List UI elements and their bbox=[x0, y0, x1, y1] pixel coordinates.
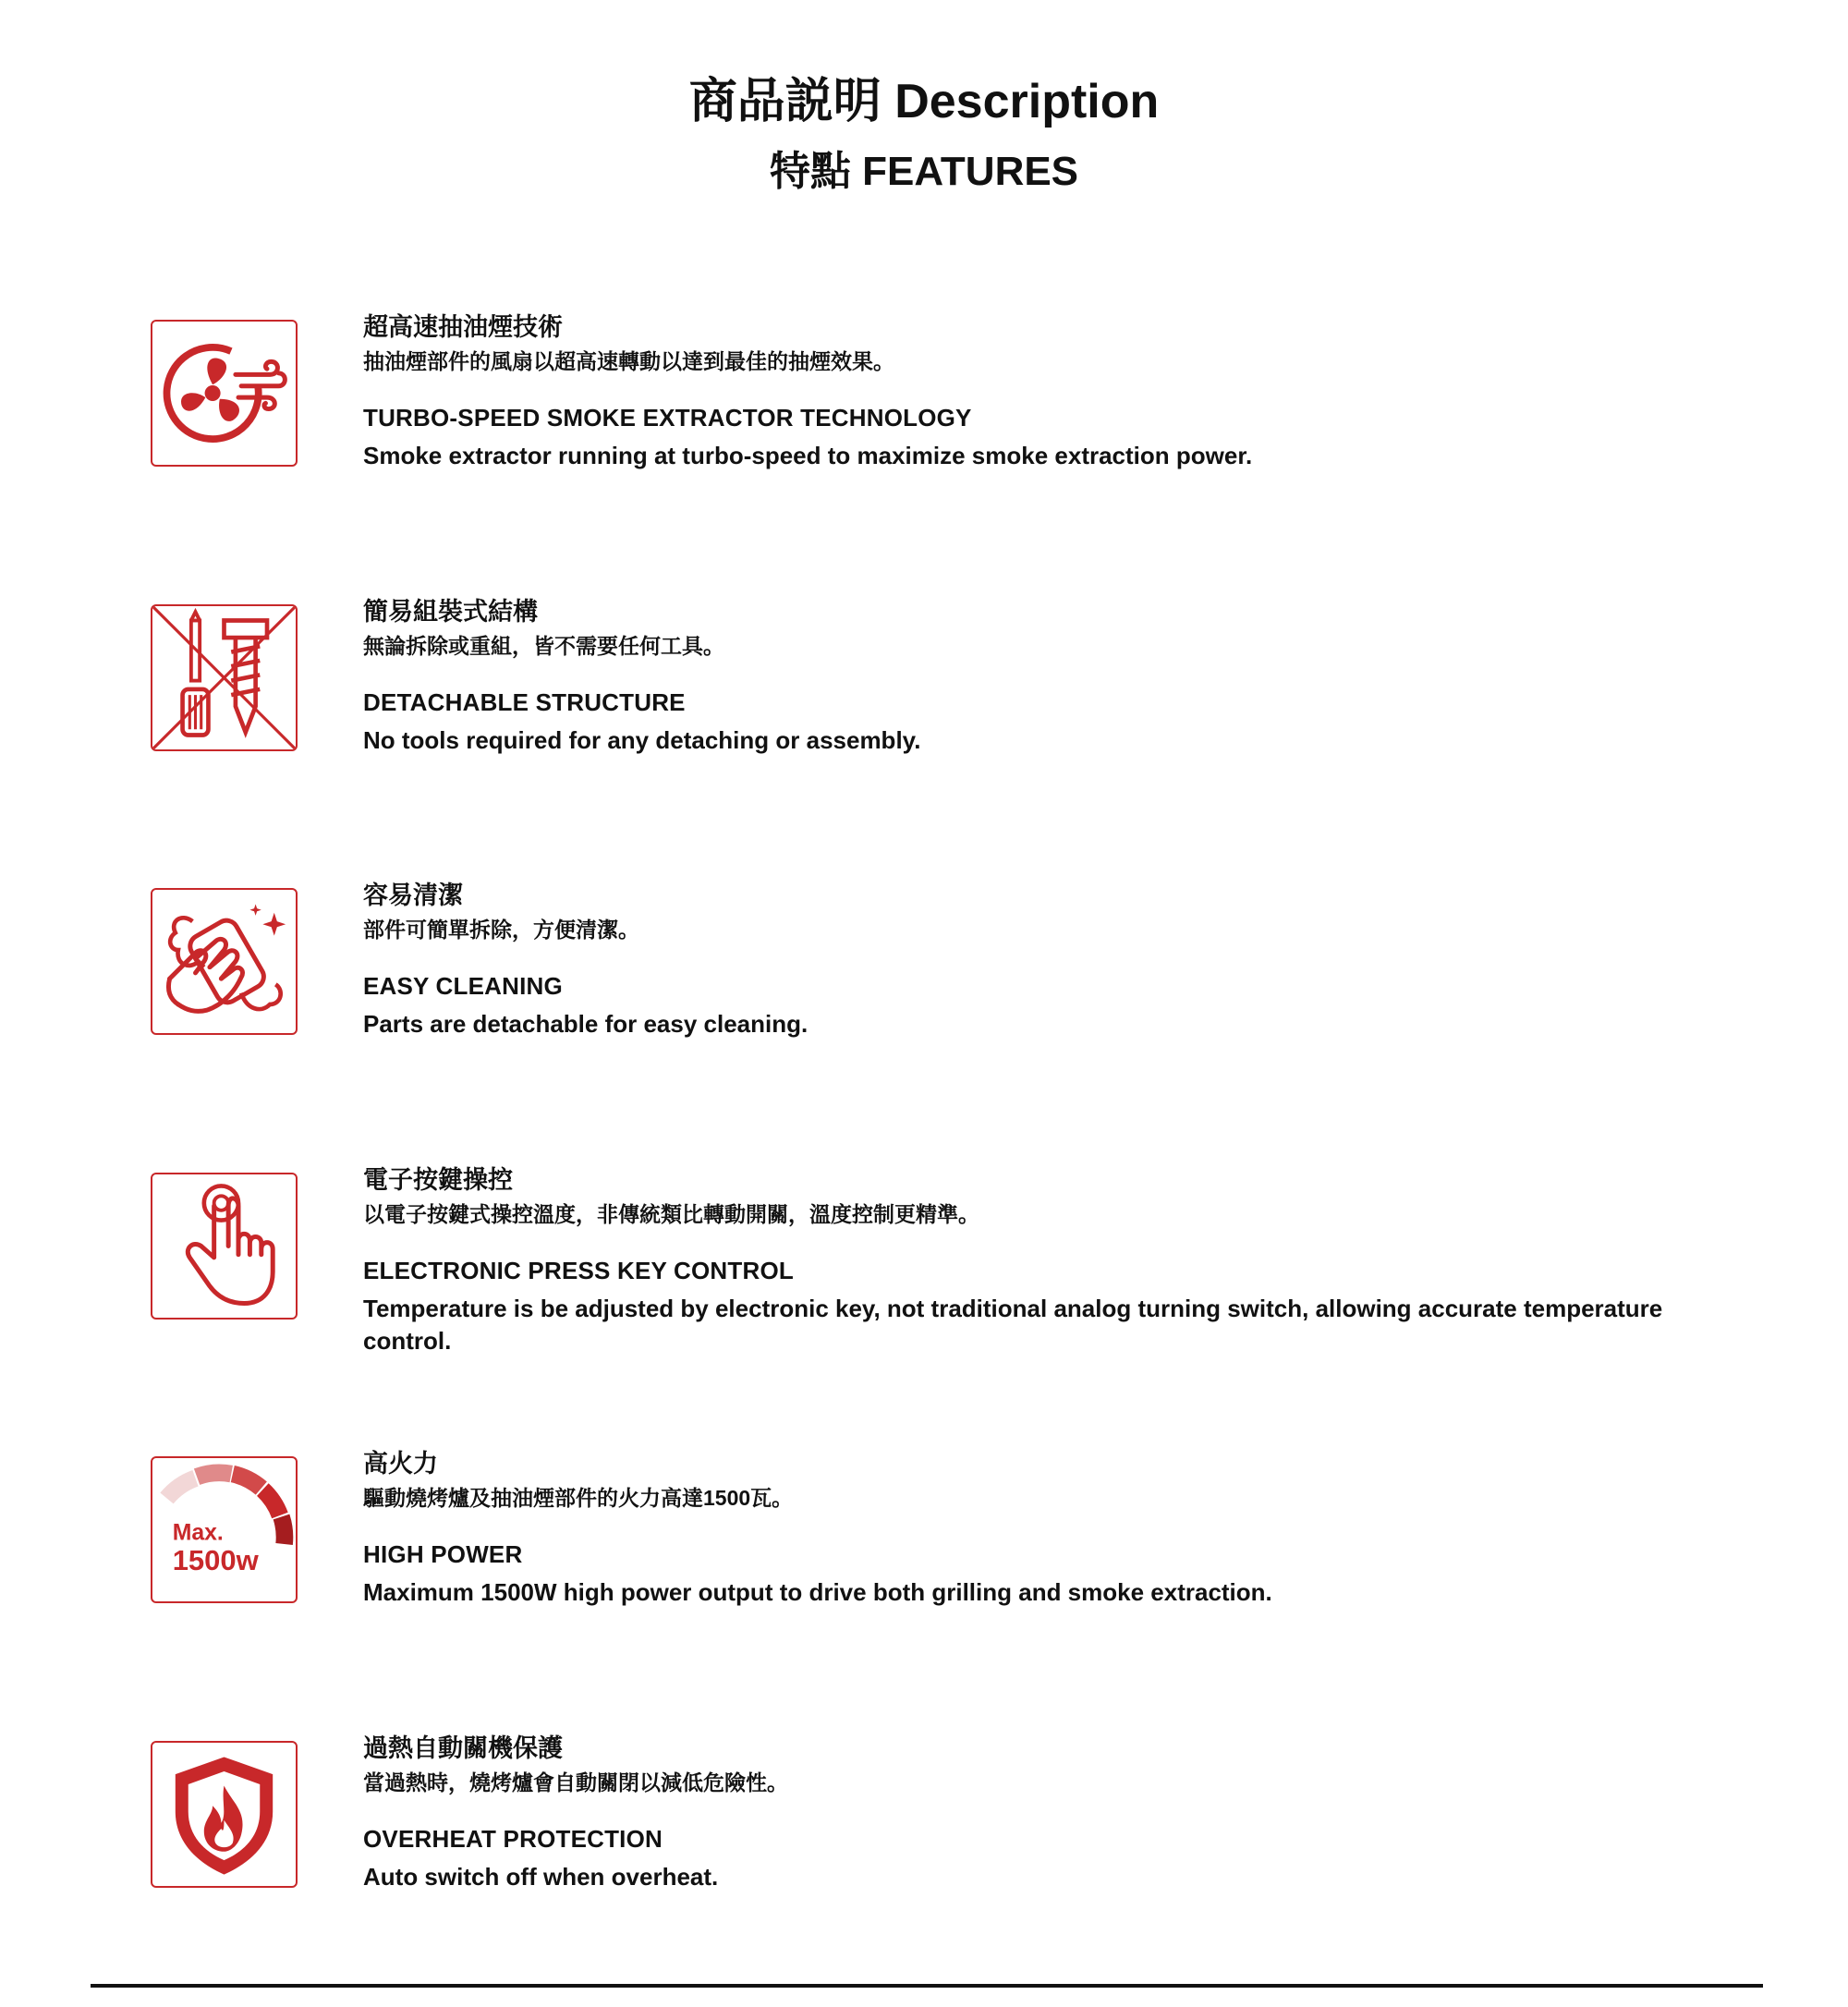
feature-desc-zh: 驅動燒烤爐及抽油煙部件的火力高達1500瓦。 bbox=[363, 1486, 794, 1510]
feature-desc-zh: 抽油煙部件的風扇以超高速轉動以達到最佳的抽煙效果。 bbox=[363, 349, 894, 373]
feature-title-zh: 高火力 bbox=[363, 1450, 438, 1478]
feature-desc-en: Smoke extractor running at turbo-speed to maximize smoke extraction power. bbox=[363, 442, 1253, 469]
feature-text bbox=[363, 593, 1721, 757]
feature-detachable-structure bbox=[0, 598, 1848, 845]
feature-press-key-control bbox=[0, 1166, 1848, 1413]
feature-text bbox=[363, 309, 1721, 472]
feature-desc-en: Auto switch off when overheat. bbox=[363, 1863, 719, 1891]
feature-high-power bbox=[0, 1450, 1848, 1697]
feature-overheat-protection bbox=[0, 1734, 1848, 1981]
page-title: 商品説明 Description bbox=[688, 75, 1160, 128]
feature-title-en: ELECTRONIC PRESS KEY CONTROL bbox=[363, 1257, 794, 1284]
feature-text bbox=[363, 877, 1721, 1040]
feature-title-zh: 過熱自動關機保護 bbox=[363, 1734, 563, 1762]
fan-smoke-icon bbox=[151, 320, 298, 467]
feature-easy-cleaning bbox=[0, 882, 1848, 1128]
feature-desc-en: Maximum 1500W high power output to drive both grilling and smoke extraction. bbox=[363, 1578, 1272, 1606]
feature-title-zh: 容易清潔 bbox=[363, 882, 463, 909]
feature-title-en: OVERHEAT PROTECTION bbox=[363, 1825, 663, 1853]
feature-title-en: EASY CLEANING bbox=[363, 972, 563, 1000]
feature-desc-zh: 當過熱時，燒烤爐會自動關閉以減低危險性。 bbox=[363, 1770, 788, 1794]
feature-desc-zh: 部件可簡單拆除，方便清潔。 bbox=[363, 918, 639, 942]
feature-turbo-speed bbox=[0, 313, 1848, 560]
press-key-icon bbox=[151, 1173, 298, 1320]
feature-desc-en: Temperature is be adjusted by electronic key, not traditional analog turning switch, allowing accurate temperature control. bbox=[363, 1295, 1663, 1355]
feature-title-en: TURBO-SPEED SMOKE EXTRACTOR TECHNOLOGY bbox=[363, 404, 972, 432]
power-gauge-icon bbox=[151, 1456, 298, 1603]
feature-title-zh: 簡易組裝式結構 bbox=[363, 598, 538, 626]
feature-title-zh: 超高速抽油煙技術 bbox=[363, 313, 563, 341]
features-heading: 特點 FEATURES bbox=[769, 149, 1079, 194]
feature-text bbox=[363, 1445, 1721, 1609]
feature-text bbox=[363, 1162, 1721, 1357]
bottom-divider bbox=[91, 1984, 1763, 1988]
feature-desc-zh: 以電子按鍵式操控溫度，非傳統類比轉動開關，溫度控制更精準。 bbox=[363, 1202, 979, 1226]
feature-title-zh: 電子按鍵操控 bbox=[363, 1166, 513, 1194]
feature-desc-zh: 無論拆除或重組，皆不需要任何工具。 bbox=[363, 634, 724, 658]
no-tools-icon bbox=[151, 604, 298, 751]
feature-title-en: HIGH POWER bbox=[363, 1540, 523, 1568]
feature-desc-en: Parts are detachable for easy cleaning. bbox=[363, 1010, 808, 1038]
feature-desc-en: No tools required for any detaching or assembly. bbox=[363, 726, 921, 754]
feature-title-en: DETACHABLE STRUCTURE bbox=[363, 688, 686, 716]
fire-shield-icon bbox=[151, 1741, 298, 1888]
hand-cleaning-icon bbox=[151, 888, 298, 1035]
gauge-label-max: Max. bbox=[172, 1520, 224, 1546]
gauge-label-wattage: 1500w bbox=[172, 1543, 259, 1576]
feature-text bbox=[363, 1730, 1721, 1893]
